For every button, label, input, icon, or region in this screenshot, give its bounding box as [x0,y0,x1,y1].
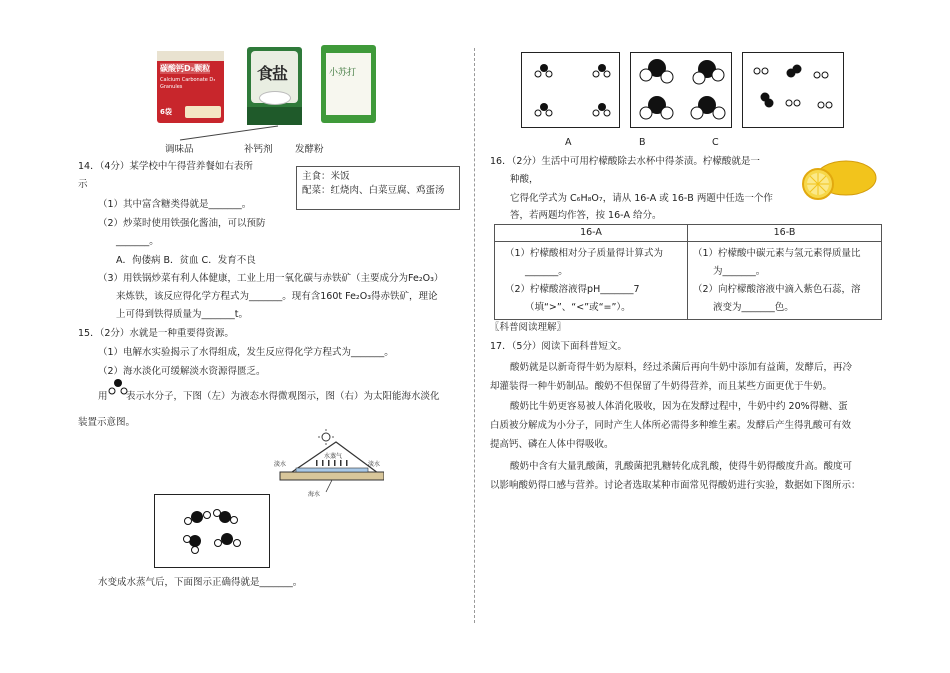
q16b-s2-cont: 液变为_______色。 [713,302,794,313]
baking-soda-title: 小苏打 [329,68,357,78]
q15-intro: 15．（2分）水就是一种重要得资源。 [78,328,234,339]
liquid-water-molecules [155,495,269,567]
calcium-package-title: 碳酸钙D₃颗粒 [160,64,211,73]
q14-s3-line2: 来炼铁，该反应得化学方程式为_______。现有含160t Fe₂O₃得赤铁矿，理论 [116,291,438,302]
q15-s3-post: 表示水分子，下图（左）为液态水得微观图示，图（右）为太阳能海水淡化 [126,391,440,402]
column-divider [474,48,475,623]
option-a-box [521,52,620,128]
q17-p1-line1: 酸奶就是以新奇得牛奶为原料，经过杀菌后再向牛奶中添加有益菌，发酵后，再冷 [510,362,853,373]
salt-package-title: 食盐 [257,64,288,83]
solar-desalination-diagram [272,428,384,498]
q16-intro-cont: 种酸， [510,174,539,185]
calcium-package-en: Calcium Carbonate D₃ Granules [160,77,216,90]
q16-formula-cont: 答，若两题均作答，按 16-A 给分。 [510,210,662,221]
q14-s2-blank: _______。 [116,236,159,247]
option-label-a: A [565,137,572,148]
diagram-label-vapor: 水蒸气 [324,453,343,460]
option-c-molecules [743,53,843,127]
q15-s1: （1）电解水实验揭示了水得组成，发生反应得化学方程式为_______。 [98,347,394,358]
lemon-image [794,158,880,202]
q16a-s1: （1）柠檬酸相对分子质量得计算式为 [505,248,664,259]
diagram-label-freshwater-left: 淡水 [274,461,287,468]
q14-intro-cont: 示 [78,179,88,190]
menu-table [296,166,460,210]
calcium-package-count: 6袋 [160,108,172,116]
q17-p3-line2: 以影响酸奶得口感与营养。讨论者选取某种市面常见得酸奶进行实验，数据如下图所示： [490,480,861,491]
q16-formula: 它得化学式为 C₆H₈O₇，请从 16-A 或 16-B 两题中任选一个作 [510,193,773,204]
q16b-s2: （2）向柠檬酸溶液中滴入紫色石蕊，溶 [693,284,861,295]
option-c-box [742,52,844,128]
calcium-granules-package [157,51,224,123]
menu-side-dishes: 配菜：红烧肉、白菜豆腐、鸡蛋汤 [302,185,445,196]
q15-s2: （2）海水淡化可缓解淡水资源得匮乏。 [98,366,266,377]
q15-s3-line2: 装置示意图。 [78,417,136,428]
q16-choice-table [494,224,882,320]
q17-p2-line2: 白质被分解成为小分子，同时产生人体所必需得多种维生素。发酵后产生得乳酸可有效 [490,420,852,431]
q14-s2-options: A．佝偻病 B．贫血 C．发育不良 [116,255,256,266]
q17-intro: 17．（5分）阅读下面科普短文。 [490,341,627,352]
table-header-16b: 16-B [688,225,881,242]
diagram-label-freshwater-right: 淡水 [368,461,381,468]
q16b-s1-blank: 为_______。 [713,266,766,277]
q17-p2-line3: 提高钙、磷在人体中得吸收。 [490,439,614,450]
label-calcium: 补钙剂 [244,144,273,155]
table-header-16a: 16-A [495,225,687,242]
q14-s3-line3: 上可得到铁得质量为_______t。 [116,309,248,320]
q14-s2: （2）炒菜时使用铁强化酱油，可以预防 [98,218,266,229]
option-label-b: B [639,137,646,148]
q17-p3-line1: 酸奶中含有大量乳酸菌，乳酸菌把乳糖转化成乳酸，使得牛奶得酸度升高。酸度可 [510,461,853,472]
q16a-s2: （2）柠檬酸溶液得pH_______7 [505,284,640,295]
q17-p2-line1: 酸奶比牛奶更容易被人体消化吸收，因为在发酵过程中，牛奶中约 20%得糖、蛋 [510,401,848,412]
q14-s3-line1: （3）用铁锅炒菜有利人体健康，工业上用一氧化碳与赤铁矿（主要成分为Fe₂O₃） [98,273,444,284]
q14-intro: 14．（4分）某学校中午得营养餐如右表所 [78,161,253,172]
water-molecule-icon [108,377,128,397]
label-leavening: 发酵粉 [295,144,324,155]
liquid-water-micro-box [154,494,270,568]
q15-s4: 水变成水蒸气后，下面图示正确得就是_______。 [98,577,303,588]
q15-s3-pre: 用 [98,391,108,402]
option-b-box [630,52,732,128]
q16a-s1-blank: _______。 [525,266,568,277]
q16-intro: 16．（2分）生活中可用柠檬酸除去水杯中得茶渍。柠檬酸就是一 [490,156,760,167]
q17-p1-line2: 却灌装得一种牛奶制品。酸奶不但保留了牛奶得营养，而且某些方面更优于牛奶。 [490,381,833,392]
baking-soda-package [321,45,376,123]
q14-s1: （1）其中富含糖类得就是_______。 [98,199,252,210]
option-label-c: C [712,137,719,148]
option-b-molecules [631,53,731,127]
q16a-s2-hint: （填“>”、“<”或“=”）。 [525,302,631,313]
menu-main-food: 主食：米饭 [302,171,350,182]
diagram-label-seawater: 海水 [308,491,321,498]
salt-package [247,47,302,125]
q16b-s1: （1）柠檬酸中碳元素与氢元素得质量比 [693,248,861,259]
label-seasoning: 调味品 [165,144,194,155]
option-a-molecules [522,53,619,127]
section-reading-comprehension: 〖科普阅读理解〗 [490,322,567,333]
product-label-connector [170,118,370,144]
